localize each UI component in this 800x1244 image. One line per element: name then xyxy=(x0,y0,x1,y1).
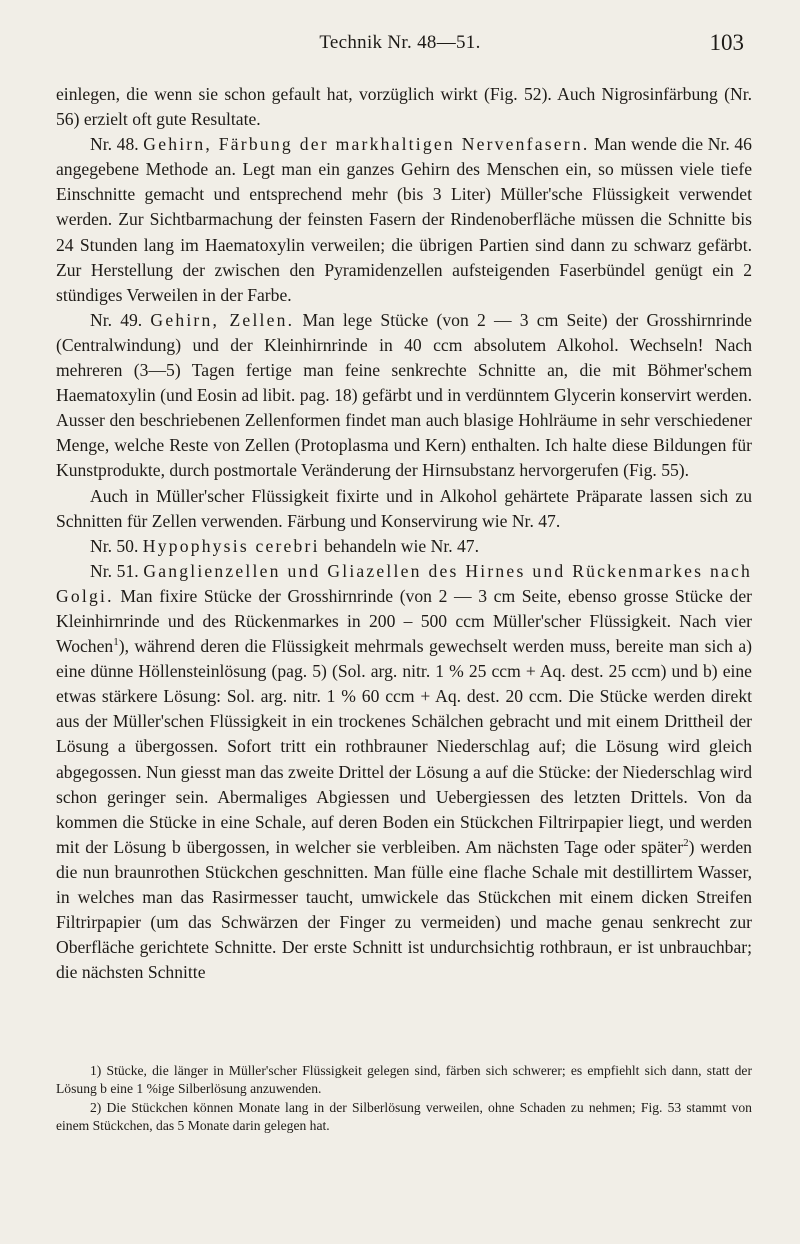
section-number: Nr. 51. xyxy=(90,560,139,581)
footnote-reference-2: 2 xyxy=(683,836,689,849)
section-text: Man wende die Nr. 46 angegebene Methode an. Legt man ein ganzes Gehirn des Menschen ein, so müssen viele tiefe Einschnitte gemacht und entsprechend mehr (bis 3 Liter) Müller'sche Flüssigkeit verwendet werden. Zur Sichtbarmachung der feinsten Fasern der Rindenoberfläche müssen die Schnitte bis 24 Stunden lang im Haematoxylin verweilen; die übrigen Partien sind dann zu schwarz gefärbt. Zur Herstellung der zwischen den Pyramidenzellen aufsteigenden Faserbündel genügt ein 2 stündiges Verweilen in der Farbe. xyxy=(56,134,752,305)
paragraph-continuation xyxy=(56,82,752,132)
footnote-2 xyxy=(56,1099,752,1136)
footnote-text: Stücke, die länger in Müller'scher Flüssigkeit gelegen sind, färben sich schwerer; es empfiehlt sich dann, statt der Lösung b eine 1 %ige Silberlösung anzuwenden. xyxy=(56,1063,752,1097)
section-heading: Ganglienzellen und Gliazellen des Hirnes und Rückenmarkes nach Golgi. xyxy=(56,560,753,606)
section-number: Nr. 48. xyxy=(90,134,139,155)
page-number: 103 xyxy=(709,30,744,55)
section-nr-48 xyxy=(56,132,752,308)
section-text: werden die nun braunrothen Stückchen geschnitten. Man fülle eine flache Schale mit destillirtem Wasser, in welches man das Rasirmesser taucht, umwickele das Stückchen mit einem dicken Streifen Filtrirpapier (um das Schwärzen der Finger zu vermeiden) und mache genau senkrecht zur Oberfläche gerichtete Schnitte. Der erste Schnitt ist undurchsichtig rothbraun, er ist unbrauchbar; die nächsten Schnitte xyxy=(56,836,752,983)
footnote-marker: 2) xyxy=(90,1099,102,1115)
section-heading: Gehirn, Zellen. xyxy=(150,309,295,330)
footnotes xyxy=(56,1062,752,1136)
header-title: Technik Nr. 48—51. xyxy=(319,32,481,53)
main-text xyxy=(56,82,752,985)
footnote-1 xyxy=(56,1062,752,1099)
section-heading: Hypophysis cerebri xyxy=(142,535,320,556)
paragraph-text: Auch in Müller'scher Flüssigkeit fixirte und in Alkohol gehärtete Präparate lassen sich zu Schnitten für Zellen verwenden. Färbung und Konservirung wie Nr. 47. xyxy=(56,485,752,531)
paragraph-mueller-fixation xyxy=(56,484,752,534)
section-nr-50 xyxy=(56,534,752,559)
running-header xyxy=(56,30,744,58)
section-number: Nr. 50. xyxy=(90,535,139,556)
section-number: Nr. 49. xyxy=(90,309,143,330)
paragraph-text: einlegen, die wenn sie schon gefault hat, vorzüglich wirkt (Fig. 52). Auch Nigrosinfärbung (Nr. 56) erzielt oft gute Resultate. xyxy=(56,84,752,130)
section-heading: Gehirn, Färbung der markhaltigen Nervenfasern. xyxy=(143,134,590,155)
footnote-reference-1: 1 xyxy=(113,636,119,649)
footnote-marker: 1) xyxy=(90,1063,102,1078)
footnote-text: Die Stückchen können Monate lang in der Silberlösung verweilen, ohne Schaden zu nehmen; Fig. 53 stammt von einem Stückchen, das 5 Monate darin gelegen hat. xyxy=(56,1099,752,1134)
section-text: , während deren die Flüssigkeit mehrmals gewechselt werden muss, bereite man sich a) eine dünne Höllensteinlösung (pag. 5) (Sol. arg. nitr. 1 % 25 ccm + Aq. dest. 25 ccm) und b) eine etwas stärkere Lösung: Sol. arg. nitr. 1 % 60 ccm + Aq. dest. 20 ccm. Die Stücke werden direkt aus der Müller'schen Flüssigkeit in ein trockenes Schälchen gebracht und mit einem Drittheil der Lösung a übergossen. Sofort tritt ein rothbrauner Niederschlag auf; die Lösung wird gleich abgegossen. Nun giesst man das zweite Drittel der Lösung a auf die Stücke: der Niederschlag wird schon geringer sein. Abermaliges Abgiessen und Uebergiessen des letzten Drittels. Von da kommen die Stücke in eine Schale, auf deren Boden ein Stückchen Filtrirpapier liegt, und werden mit der Lösung b übergossen, in welcher sie verbleiben. Am nächsten Tage oder später xyxy=(56,636,752,857)
section-text: Man fixire Stücke der Grosshirnrinde (von 2 — 3 cm Seite, ebenso grosse Stücke der Kleinhirnrinde und des Rückenmarkes in 200 – 500 ccm Müller'scher Flüssigkeit. Nach vier Wochen xyxy=(56,585,752,657)
section-text: Man lege Stücke (von 2 — 3 cm Seite) der Grosshirnrinde (Centralwindung) und der Kleinhirnrinde in 40 ccm absolutem Alkohol. Wechseln! Nach mehreren (3—5) Tagen fertige man feine senkrechte Schnitte an, die mit Böhmer'schem Haematoxylin (und Eosin ad libit. pag. 18) gefärbt und in verdünntem Glycerin konservirt werden. Ausser den beschriebenen Zellenformen findet man auch blasige Hohlräume in sehr verschiedener Menge, welche Reste von Zellen (Protoplasma und Kern) enthalten. Ich halte diese Bildungen für Kunstprodukte, durch postmortale Veränderung der Hirnsubstanz hervorgerufen (Fig. 55). xyxy=(56,309,752,481)
section-nr-49 xyxy=(56,308,752,484)
section-text: behandeln wie Nr. 47. xyxy=(324,535,479,556)
section-nr-51: Nr. 51. Ganglienzellen und Gliazellen des Hirnes und Rückenmarkes nach Golgi. Man fixire Stücke der Grosshirnrinde (von 2 — 3 cm Seite, ebenso grosse Stücke der Kleinhirnrinde und des Rückenmarkes in 200 – 500 ccm Müller'scher Flüssigkeit. Nach vier Wochen$^1$), während deren die Flüssigkeit mehrmals gewechselt werden muss, bereite man sich a) eine dünne Höllensteinlösung (pag. 5) (Sol. arg. nitr. 1 % 25 ccm + Aq. dest. 25 ccm) und b) eine etwas stärkere Lösung: Sol. arg. nitr. 1 % 60 ccm + Aq. dest. 20 ccm. Die Stücke werden direkt aus der Müller'schen Flüssigkeit in ein trockenes Schälchen gebracht und mit einem Drittheil der Lösung a übergossen. Sofort tritt ein rothbrauner Niederschlag auf; die Lösung wird gleich abgegossen. Nun giesst man das zweite Drittel der Lösung a auf die Stücke: der Niederschlag wird schon geringer sein. Abermaliges Abgiessen und Uebergiessen des letzten Drittels. Von da kommen die Stücke in eine Schale, auf deren Boden ein Stückchen Filtrirpapier liegt, und werden mit der Lösung b übergossen, in welcher sie verbleiben. Am nächsten Tage oder später$^2$) werden die nun braunrothen Stückchen geschnitten. Man fülle eine flache Schale mit destillirtem Wasser, in welches man das Rasirmesser taucht, umwickele das Stückchen mit einem dicken Streifen Filtrirpapier (um das Schwärzen der Finger zu vermeiden) und mache genau senkrecht zur Oberfläche gerichtete Schnitte. Der erste Schnitt ist undurchsichtig rothbraun, er ist unbrauchbar; die nächsten Schnitte xyxy=(56,560,753,983)
